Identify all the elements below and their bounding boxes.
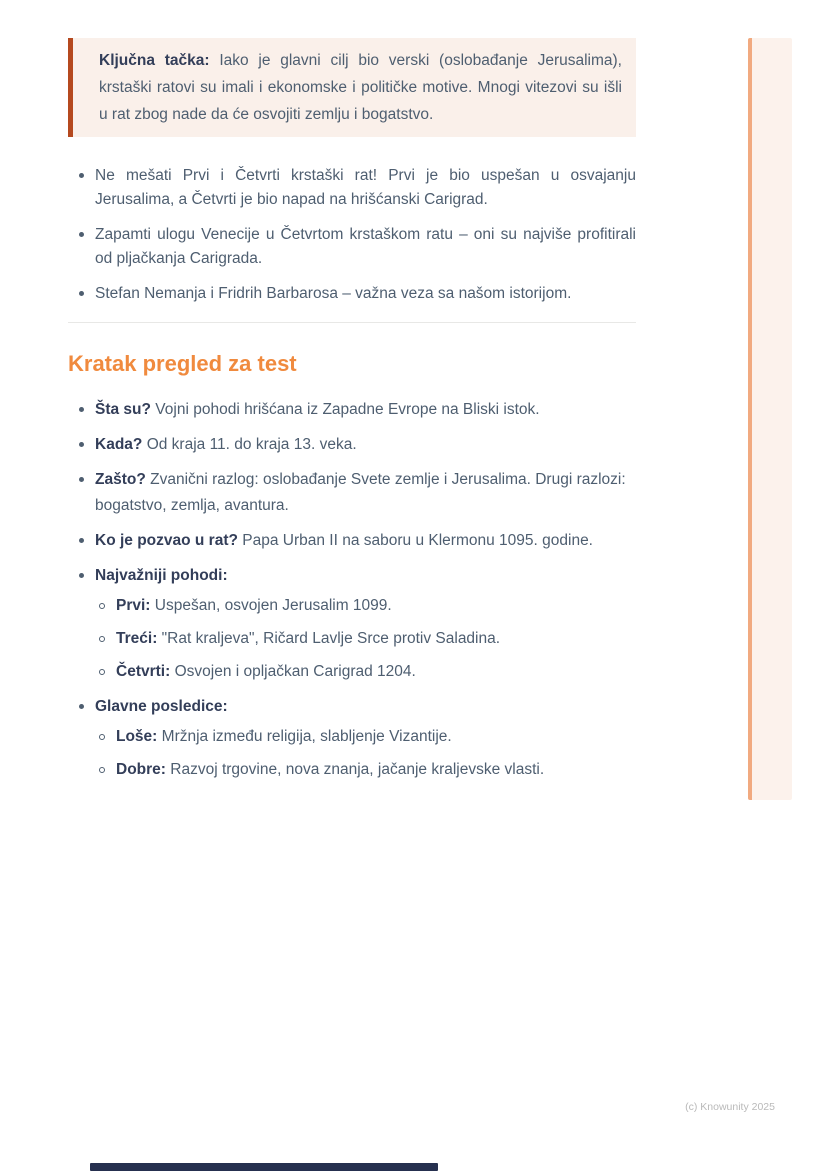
item-text: "Rat kraljeva", Ričard Lavlje Srce protiv Saladina.	[161, 630, 501, 647]
circle-bullet-icon	[99, 603, 105, 609]
item-label: Prvi:	[116, 597, 151, 614]
bullet-icon	[79, 477, 84, 482]
bullet-icon	[79, 538, 84, 543]
sub-list	[95, 724, 636, 783]
tips-list	[68, 164, 636, 306]
bullet-icon	[79, 232, 84, 237]
circle-bullet-icon	[99, 734, 105, 740]
list-item	[68, 164, 636, 212]
list-item	[68, 563, 636, 685]
bullet-icon	[79, 291, 84, 296]
callout-label: Ključna tačka:	[99, 52, 210, 69]
sub-list	[95, 593, 636, 685]
item-label: Četvrti:	[116, 663, 171, 680]
circle-bullet-icon	[99, 767, 105, 773]
bullet-icon	[79, 173, 84, 178]
item-label: Treći:	[116, 630, 158, 647]
item-text: Osvojen i opljačkan Carigrad 1204.	[174, 663, 416, 680]
list-item	[98, 659, 636, 685]
item-label: Loše:	[116, 728, 158, 745]
list-item	[68, 467, 636, 519]
list-item	[68, 528, 636, 554]
list-item	[68, 694, 636, 783]
divider	[68, 322, 636, 323]
key-point-callout	[68, 38, 636, 137]
item-text: Razvoj trgovine, nova znanja, jačanje kraljevske vlasti.	[170, 761, 545, 778]
overview-list	[68, 397, 636, 783]
tip-text: Ne mešati Prvi i Četvrti krstaški rat! Prvi je bio uspešan u osvajanju Jerusalima, a Četvrti je bio napad na hrišćanski Carigrad.	[95, 167, 636, 208]
circle-bullet-icon	[99, 636, 105, 642]
bullet-icon	[79, 573, 84, 578]
circle-bullet-icon	[99, 669, 105, 675]
item-label: Glavne posledice:	[95, 698, 228, 715]
item-label: Zašto?	[95, 471, 146, 488]
item-label: Dobre:	[116, 761, 166, 778]
item-text: Papa Urban II na saboru u Klermonu 1095. godine.	[242, 532, 593, 549]
bullet-icon	[79, 704, 84, 709]
copyright-text: (c) Knowunity 2025	[685, 1101, 775, 1113]
item-text: Uspešan, osvojen Jerusalim 1099.	[154, 597, 392, 614]
next-page-preview	[748, 38, 792, 800]
list-item	[98, 593, 636, 619]
item-text: Zvanični razlog: oslobađanje Svete zemlje i Jerusalima. Drugi razlozi: bogatstvo, zemlja, avantura.	[95, 471, 626, 514]
section-title: Kratak pregled za test	[68, 351, 297, 376]
tip-text: Stefan Nemanja i Fridrih Barbarosa – važna veza sa našom istorijom.	[95, 285, 572, 302]
item-text: Mržnja između religija, slabljenje Vizantije.	[161, 728, 452, 745]
bottom-progress-bar	[90, 1163, 438, 1171]
item-label: Šta su?	[95, 401, 151, 418]
list-item	[68, 282, 636, 306]
list-item	[98, 724, 636, 750]
note-content	[68, 38, 636, 792]
bullet-icon	[79, 407, 84, 412]
bullet-icon	[79, 442, 84, 447]
list-item	[68, 432, 636, 458]
item-label: Kada?	[95, 436, 143, 453]
callout-text: Iako je glavni cilj bio verski (oslobađanje Jerusalima), krstaški ratovi su imali i ekonomske i političke motive. Mnogi vitezovi su išli u rat zbog nade da će osvojiti zemlju i bogatstvo.	[99, 52, 622, 123]
item-label: Ko je pozvao u rat?	[95, 532, 238, 549]
list-item	[98, 626, 636, 652]
list-item	[98, 757, 636, 783]
item-label: Najvažniji pohodi:	[95, 567, 228, 584]
item-text: Od kraja 11. do kraja 13. veka.	[146, 436, 357, 453]
callout-paragraph	[99, 47, 622, 128]
tip-text: Zapamti ulogu Venecije u Četvrtom krstaškom ratu – oni su najviše profitirali od pljačkanja Carigrada.	[95, 226, 636, 267]
list-item	[68, 397, 636, 423]
list-item	[68, 223, 636, 271]
item-text: Vojni pohodi hrišćana iz Zapadne Evrope na Bliski istok.	[155, 401, 540, 418]
